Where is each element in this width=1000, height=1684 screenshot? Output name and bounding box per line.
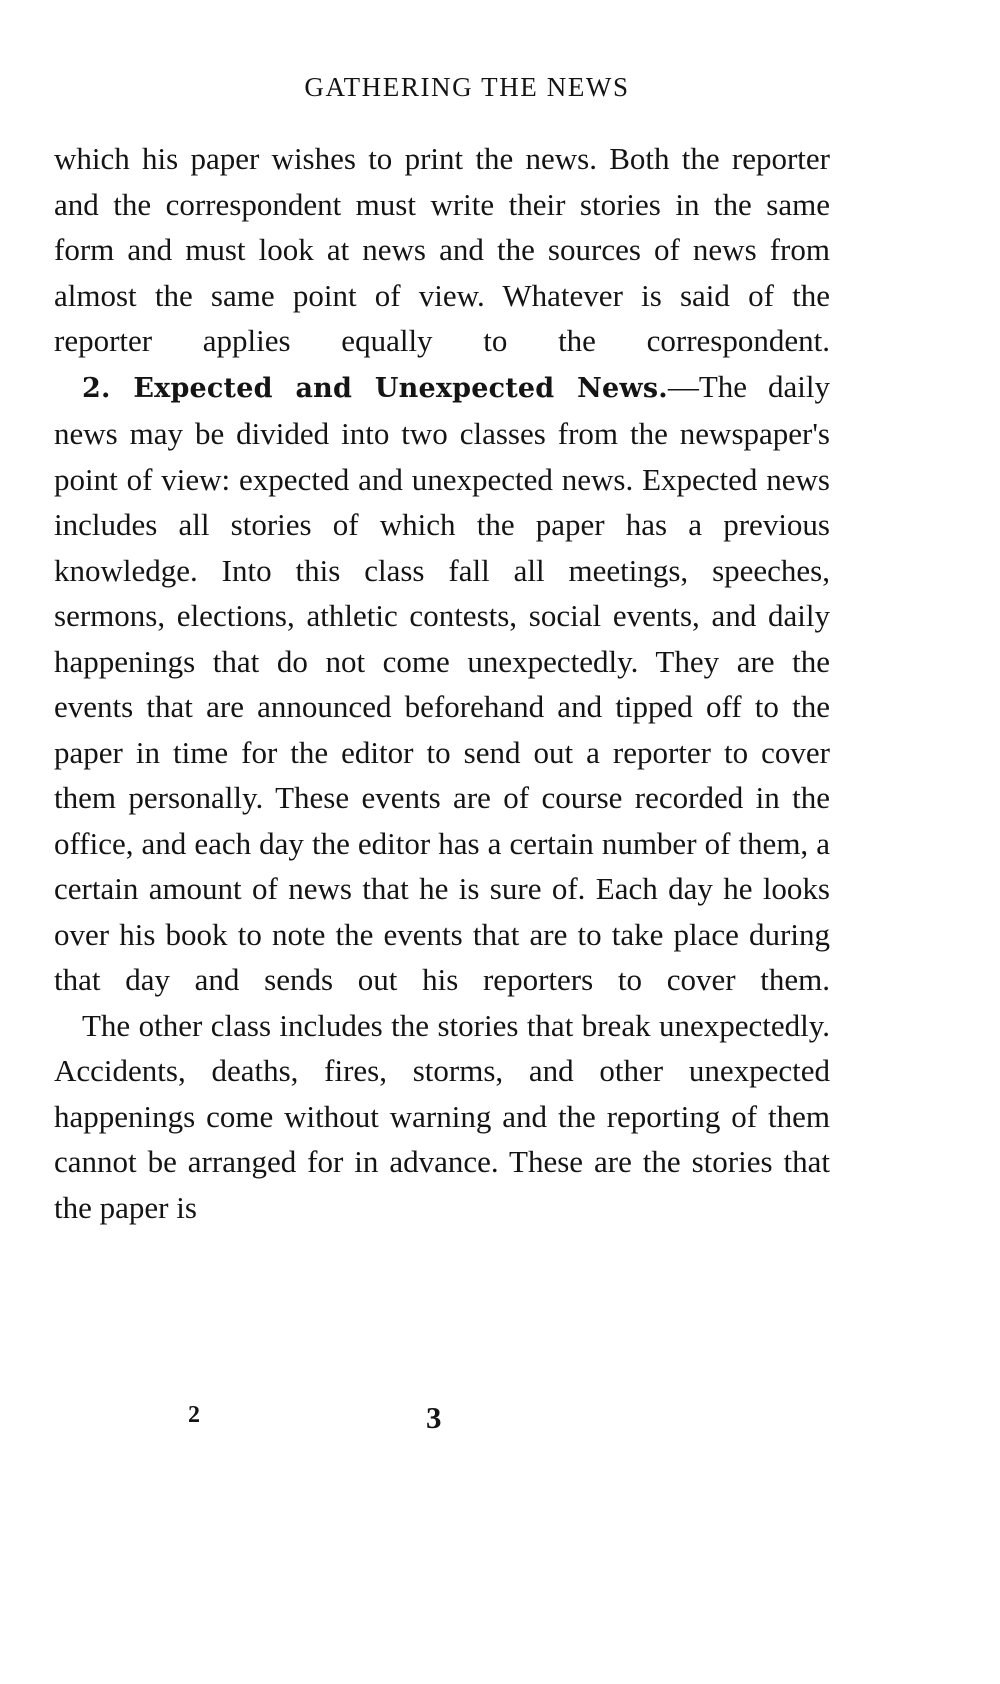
paragraph-3 (54, 1003, 830, 1231)
paragraph-1 (54, 136, 830, 364)
paragraph-1-text: which his paper wishes to print the news. Both the reporter and the correspondent must write their stories in the same form and must look at news and the sources of news from almost the same point of view. Whatever is said of the reporter applies equally to the correspondent. (54, 141, 830, 358)
paragraph-2-text: —The daily news may be divided into two classes from the newspaper's point of view: expected and unexpected news. Expected news includes all stories of which the paper has a previous knowledge. Into this class fall all meetings, speeches, sermons, elections, athletic contests, social events, and daily happenings that do not come unexpectedly. They are the events that are announced beforehand and tipped off to the paper in time for the editor to send out a reporter to cover them personally. These events are of course recorded in the office, and each day the editor has a certain number of them, a certain amount of news that he is sure of. Each day he looks over his book to note the events that are to take place during that day and sends out his reporters to cover them. (54, 368, 830, 997)
paragraph-2 (54, 364, 830, 1003)
paragraph-3-text: The other class includes the stories that break unexpectedly. Accidents, deaths, fires, storms, and other unexpected happenings come without warning and the reporting of them cannot be arranged for in advance. These are the stories that the paper is (54, 1007, 830, 1225)
section-heading: 2. Expected and Unexpected News. (82, 372, 668, 404)
page-number: 3 (426, 1400, 442, 1435)
running-head: GATHERING THE NEWS (304, 72, 630, 102)
signature-mark: 2 (188, 1402, 200, 1428)
body-text (54, 136, 830, 1230)
